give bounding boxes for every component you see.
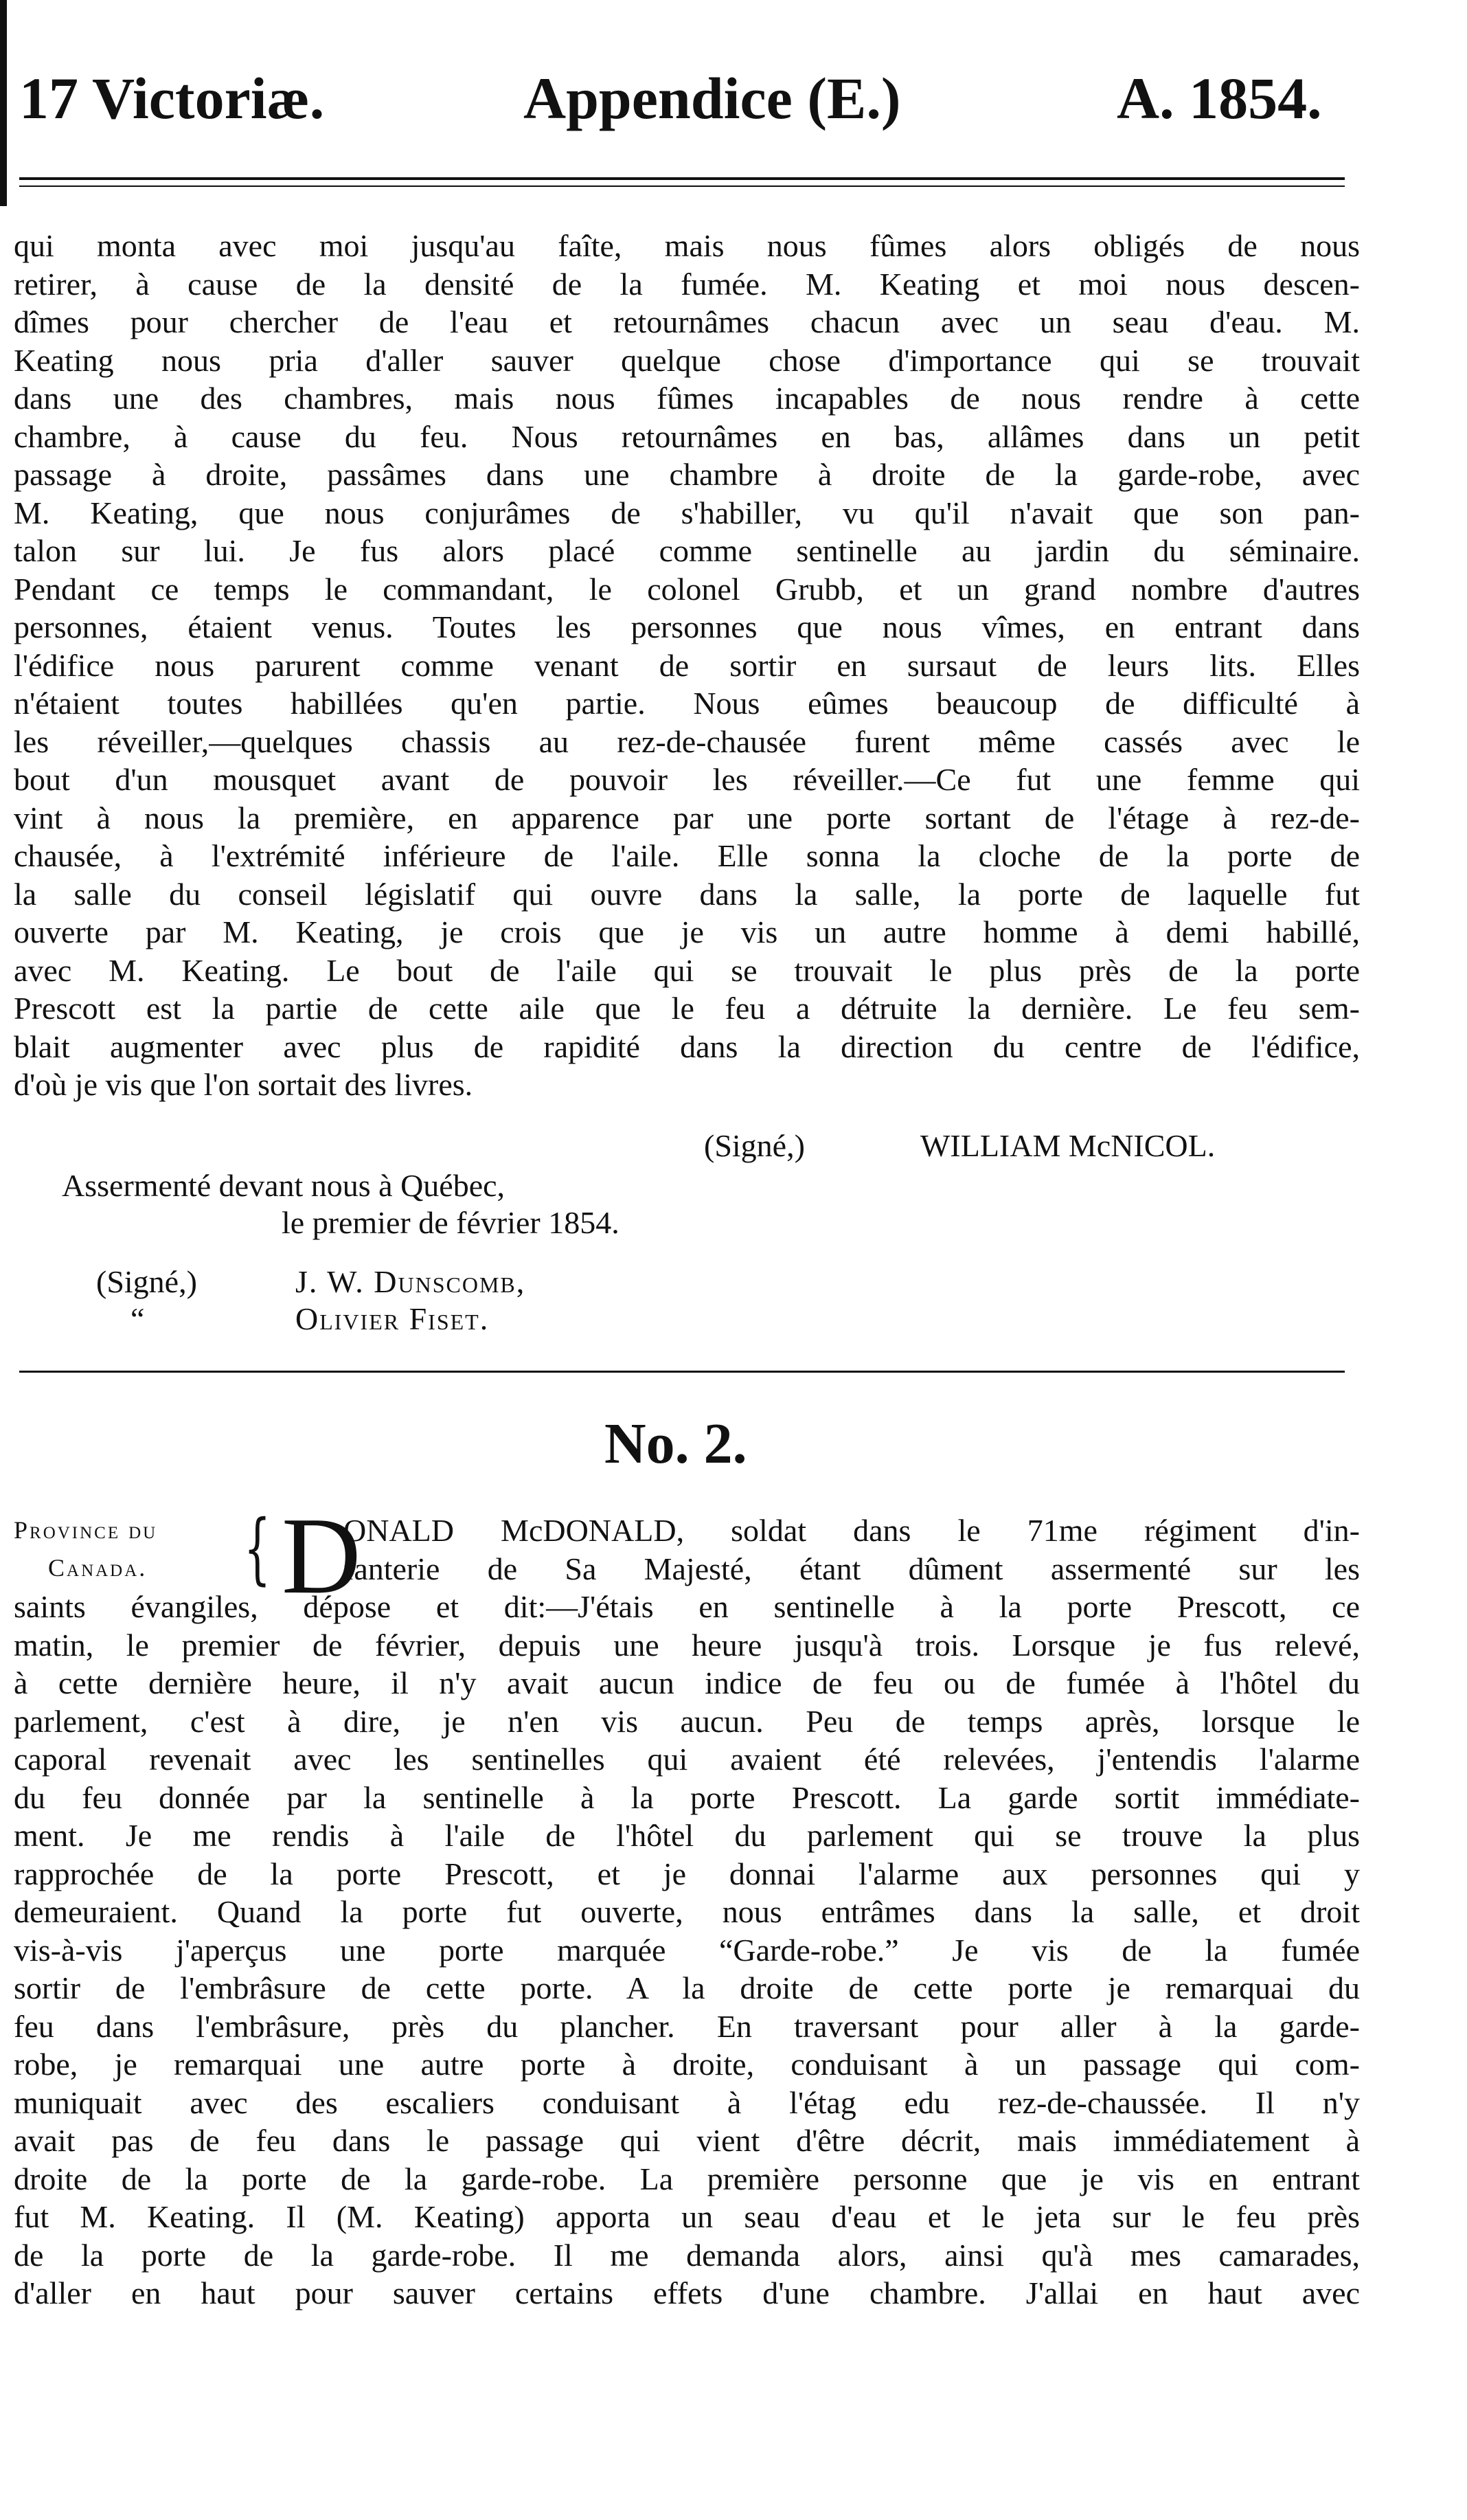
witness-2: Olivier Fiset. (295, 1301, 490, 1336)
text-line: chambre, à cause du feu. Nous retournâmes en bas, allâmes dans un petit (14, 418, 1360, 454)
text-line: Prescott est la partie de cette aile que le feu a détruite la dernière. Le feu sem- (14, 991, 1360, 1026)
text-line: retirer, à cause de la densité de la fumée. M. Keating et moi nous descen- (14, 266, 1360, 302)
header-center: Appendice (E.) (523, 65, 901, 131)
text-line: du feu donnée par la sentinelle à la porte Prescott. La garde sortit immédiate- (14, 1779, 1360, 1815)
signer-name: WILLIAM McNICOL. (920, 1128, 1216, 1163)
signed-label: (Signé,) (704, 1128, 805, 1163)
text-line: sortir de l'embrâsure de cette porte. A la droite de cette porte je remarquai du (14, 1970, 1360, 2005)
text-line: passage à droite, passâmes dans une chambre à droite de la garde-robe, avec (14, 457, 1360, 492)
text-line: dîmes pour chercher de l'eau et retournâmes chacun avec un seau d'eau. M. (14, 304, 1360, 339)
text-line: avait pas de feu dans le passage qui vient d'être décrit, mais immédiatement à (14, 2123, 1360, 2158)
deposition-intro-2 (343, 1511, 1360, 1588)
sworn-line-2: le premier de février 1854. (282, 1205, 619, 1240)
header-right: A. 1854. (1117, 65, 1322, 131)
section-divider (19, 1371, 1345, 1373)
text-line: Keating nous pria d'aller sauver quelque chose d'importance qui se trouvait (14, 342, 1360, 378)
text-line: dans une des chambres, mais nous fûmes incapables de nous rendre à cette (14, 381, 1360, 416)
text-line: qui monta avec moi jusqu'au faîte, mais nous fûmes alors obligés de nous (14, 228, 1360, 263)
ditto-mark: “ (130, 1301, 145, 1336)
text-line: droite de la porte de la garde-robe. La première personne que je vis en entrant (14, 2161, 1360, 2196)
text-line: talon sur lui. Je fus alors placé comme sentinelle au jardin du séminaire. (14, 533, 1360, 568)
text-line: vint à nous la première, en apparence par une porte sortant de l'étage à rez-de- (14, 800, 1360, 835)
text-line: ONALD McDONALD, soldat dans le 71me régiment d'in- (343, 1513, 1360, 1548)
brace-icon: { (244, 1504, 271, 1593)
text-line: M. Keating, que nous conjurâmes de s'habiller, vu qu'il n'avait que son pan- (14, 495, 1360, 530)
header-left: 17 Victoriæ. (19, 65, 325, 131)
header-rule-top (19, 177, 1345, 180)
text-line: fut M. Keating. Il (M. Keating) apporta un seau d'eau et le jeta sur le feu près (14, 2199, 1360, 2234)
text-line: l'édifice nous parurent comme venant de sortir en sursaut de leurs lits. Elles (14, 647, 1360, 683)
drop-cap: D (282, 1494, 361, 1617)
section-title: No. 2. (604, 1412, 747, 1476)
text-line: ment. Je me rendis à l'aile de l'hôtel du parlement qui se trouve la plus (14, 1818, 1360, 1853)
text-line: caporal revenait avec les sentinelles qui avaient été relevées, j'entendis l'alarme (14, 1742, 1360, 1777)
text-line: Pendant ce temps le commandant, le colonel Grubb, et un grand nombre d'autres (14, 571, 1360, 607)
deposition-text-1 (14, 227, 1360, 1104)
text-line: d'où je vis que l'on sortait des livres. (14, 1067, 473, 1102)
sworn-line-1: Assermenté devant nous à Québec, (62, 1168, 505, 1203)
text-line: feu dans l'embrâsure, près du plancher. En traversant pour aller à la garde- (14, 2008, 1360, 2044)
text-line: les réveiller,—quelques chassis au rez-de-chausée furent même cassés avec le (14, 723, 1360, 759)
text-line: ouverte par M. Keating, je crois que je vis un autre homme à demi habillé, (14, 914, 1360, 949)
margin-label-province: Province du (14, 1516, 158, 1544)
text-line: robe, je remarquai une autre porte à droite, conduisant à un passage qui com- (14, 2047, 1360, 2082)
text-line: bout d'un mousquet avant de pouvoir les réveiller.—Ce fut une femme qui (14, 762, 1360, 797)
text-line: demeuraient. Quand la porte fut ouverte, nous entrâmes dans la salle, et droit (14, 1894, 1360, 1929)
text-line: fanterie de Sa Majesté, étant dûment assermenté sur les (343, 1551, 1360, 1586)
text-line: vis-à-vis j'aperçus une porte marquée “Garde-robe.” Je vis de la fumée (14, 1932, 1360, 1968)
text-line: rapprochée de la porte Prescott, et je donnai l'alarme aux personnes qui y (14, 1856, 1360, 1891)
margin-label-canada: Canada. (48, 1554, 148, 1582)
text-line: de la porte de la garde-robe. Il me demanda alors, ainsi qu'à mes camarades, (14, 2237, 1360, 2273)
text-line: saints évangiles, dépose et dit:—J'étais en sentinelle à la porte Prescott, ce (14, 1589, 1360, 1624)
deposition-text-2 (14, 1588, 1360, 2313)
text-line: à cette dernière heure, il n'y avait aucun indice de feu ou de fumée à l'hôtel du (14, 1665, 1360, 1700)
header-rule-bottom (19, 185, 1345, 187)
text-line: n'étaient toutes habillées qu'en partie. Nous eûmes beaucoup de difficulté à (14, 686, 1360, 721)
text-line: d'aller en haut pour sauver certains effets d'une chambre. J'allai en haut avec (14, 2275, 1360, 2310)
page-edge-mark (0, 0, 7, 206)
text-line: parlement, c'est à dire, je n'en vis aucun. Peu de temps après, lorsque le (14, 1703, 1360, 1739)
text-line: avec M. Keating. Le bout de l'aile qui se trouvait le plus près de la porte (14, 952, 1360, 988)
text-line: blait augmenter avec plus de rapidité dans la direction du centre de l'édifice, (14, 1028, 1360, 1064)
witness-signed-label: (Signé,) (96, 1264, 197, 1299)
text-line: la salle du conseil législatif qui ouvre dans la salle, la porte de laquelle fut (14, 876, 1360, 912)
text-line: matin, le premier de février, depuis une heure jusqu'à trois. Lorsque je fus relevé, (14, 1627, 1360, 1663)
text-line: chausée, à l'extrémité inférieure de l'aile. Elle sonna la cloche de la porte de (14, 838, 1360, 873)
text-line: muniquait avec des escaliers conduisant à l'étag edu rez-de-chaussée. Il n'y (14, 2084, 1360, 2120)
text-line: personnes, étaient venus. Toutes les personnes que nous vîmes, en entrant dans (14, 609, 1360, 644)
witness-1: J. W. Dunscomb, (295, 1264, 526, 1299)
